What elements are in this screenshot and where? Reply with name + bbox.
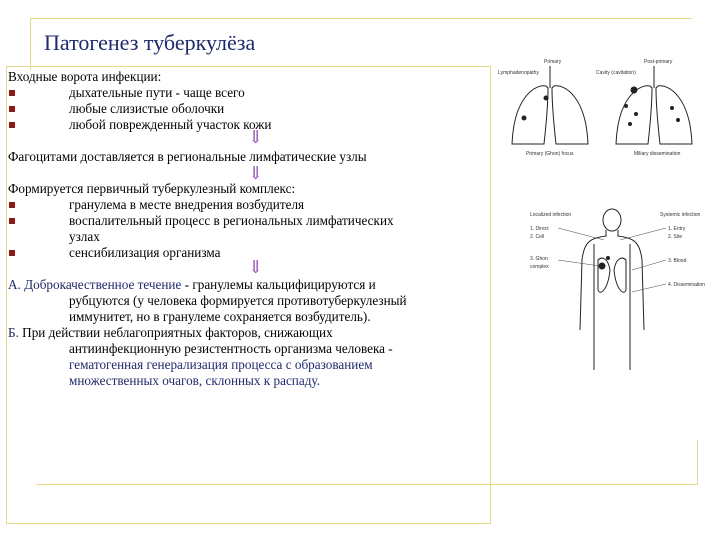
outcome-b-line2: антиинфекционную резистентность организма человека - bbox=[69, 341, 393, 356]
list-item: гранулема в месте внедрения возбудителя bbox=[8, 197, 491, 213]
outcome-b-line1: Б. При действии неблагоприятных факторов, снижающих bbox=[8, 325, 333, 340]
down-arrow-icon: ⇓ bbox=[248, 163, 264, 183]
figure-top-cap-left-bottom: Primary (Ghon) focus bbox=[526, 151, 574, 157]
list-item: любой поврежденный участок кожи bbox=[8, 117, 491, 133]
list-item: сенсибилизация организма bbox=[8, 245, 491, 261]
bullet-icon bbox=[9, 202, 15, 208]
figure-bottom-right-cap-2: 2. Site bbox=[668, 234, 683, 240]
section3-heading: Формируется первичный туберкулезный комплекс: bbox=[8, 181, 296, 196]
figure-top-cap-left-top: Lymphadenopathy bbox=[498, 70, 539, 76]
step2-text: Фагоцитами доставляется в региональные лимфатические узлы bbox=[8, 149, 367, 164]
frame-top-line bbox=[30, 18, 692, 19]
page-title: Патогенез туберкулёза bbox=[44, 30, 256, 55]
figure-bottom-left-cap-2: 2. Cell bbox=[530, 234, 545, 240]
content-panel bbox=[6, 66, 491, 524]
figure-bottom-right-cap-1: 1. Entry bbox=[668, 226, 686, 232]
bullet-icon bbox=[9, 106, 15, 112]
outcome-b-line3: гематогенная генерализация процесса с образованием bbox=[69, 357, 373, 372]
figure-bottom-label-left: Localized infection bbox=[530, 212, 572, 218]
bullet-icon bbox=[9, 122, 15, 128]
figure-top-label-right: Post-primary bbox=[644, 59, 673, 65]
outcome-a-line2: рубцуются (у человека формируется противотуберкулезный bbox=[69, 293, 407, 308]
human-body-icon bbox=[580, 209, 644, 370]
bullet-icon bbox=[9, 90, 15, 96]
figure-top-cap-right-top: Cavity (cavitation) bbox=[596, 70, 636, 76]
lungs-left-icon bbox=[512, 66, 588, 144]
outcome-a-line1: А. Доброкачественное течение - гранулемы кальцифицируются и bbox=[8, 277, 376, 292]
figure-top-cap-right-bottom: Miliary dissemination bbox=[634, 151, 681, 157]
frame-right-line bbox=[697, 440, 698, 484]
down-arrow-icon: ⇓ bbox=[248, 127, 264, 147]
figure-bottom-right-cap-4: 4. Dissemination bbox=[668, 282, 705, 288]
bullet-icon bbox=[9, 218, 15, 224]
figure-top-label-left: Primary bbox=[544, 59, 562, 65]
section1-heading: Входные ворота инфекции: bbox=[8, 69, 162, 84]
list-item: дыхательные пути - чаще всего bbox=[8, 85, 491, 101]
body-figure bbox=[528, 200, 712, 380]
lungs-figure bbox=[496, 56, 708, 160]
outcome-a-line3: иммунитет, но в гранулеме сохраняется возбудитель). bbox=[69, 309, 371, 324]
down-arrow-icon: ⇓ bbox=[248, 257, 264, 277]
figure-bottom-right-cap-3: 3. Blood bbox=[668, 258, 687, 264]
figure-bottom-left-cap-3: 3. Ghon bbox=[530, 256, 548, 262]
figure-bottom-label-right: Systemic infection bbox=[660, 212, 701, 218]
leader-lines bbox=[558, 228, 666, 292]
bullet-icon bbox=[9, 250, 15, 256]
figure-bottom-left-cap-4: complex bbox=[530, 264, 549, 270]
list-item: любые слизистые оболочки bbox=[8, 101, 491, 117]
list-item: воспалительный процесс в региональных лимфатических bbox=[8, 213, 491, 229]
lungs-right-icon bbox=[616, 66, 692, 144]
list-item-continuation: узлах bbox=[69, 229, 100, 244]
outcome-b-line4: множественных очагов, склонных к распаду. bbox=[69, 373, 320, 388]
content-text bbox=[8, 67, 491, 389]
frame-left-line bbox=[30, 18, 31, 70]
figure-bottom-left-cap-1: 1. Direct bbox=[530, 226, 549, 232]
